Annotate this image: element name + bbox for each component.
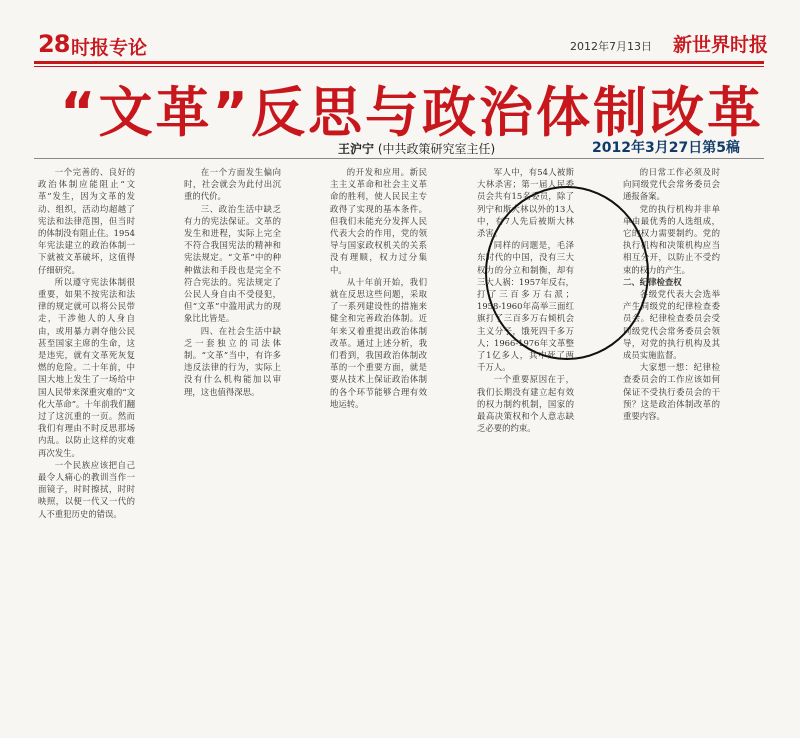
paragraph: 军人中，有54人被斯大林杀害；第一届人民委员会共有15名委员，除了列宁和斯大林以外的13人中，有7人先后被斯大林杀害。 (477, 167, 574, 239)
masthead (0, 0, 800, 70)
paragraph: 一个民族应该把自己最令人痛心的教训当作一面镜子，时时擦拭，时时映照，以便一代又一代的人不重犯历史的错误。 (38, 459, 135, 519)
text-column-4 (477, 166, 574, 734)
section-title: 时报专论 (71, 37, 148, 59)
paragraph: 从十年前开始，我们就在反思这些问题，采取了一系列建设性的措施来健全和完善政治体制。近年来又着重提出政治体制改革。通过上述分析，我们看到，我国政治体制改革的一个重要方面，就是要从技术上保证政治体制的各个环节能够合理有效地运转。 (330, 276, 427, 409)
source-note: 2012年3月27日第5稿 (592, 140, 740, 156)
subheading: 二、纪律检查权 (623, 276, 682, 287)
paragraph: 四、在社会生活中缺乏一套独立的司法体制。“文革”当中，有许多违反法律的行为，实际上没有什么机构能加以审理，这也值得深思。 (184, 325, 281, 397)
paragraph: 的开发和应用。新民主主义革命和社会主义革命的胜利，使人民民主专政得了实现的基本条件。但我们未能充分发挥人民代表大会的作用，党的领导与国家政权机关的关系没有理顺，权力过分集中。 (330, 167, 427, 275)
issue-date: 2012年7月13日 (570, 40, 652, 53)
newspaper-name: 新世界时报 (673, 34, 769, 56)
masthead-rule (34, 61, 764, 64)
paragraph: 所以遵守宪法体制很重要，如果不按宪法和法律的规定就可以将公民带走，干涉他人的人身自由，或用暴力剥夺他公民甚至国家主席的生命，这是违宪，就有文革死灰复燃的危险。二十年前，中国大地上发生了一场给中国人民带来深重灾难的“文化大革命”。十年前我们翻过了这沉重的一页。然而我们有理由不时反思那场内乱。以防止这样的灾难再次发生。 (38, 276, 135, 458)
article-headline: “文革”反思与政治体制改革 (60, 81, 764, 144)
author-name: 王沪宁 (338, 142, 375, 156)
paragraph: 一个重要原因在于，我们长期没有建立起有效的权力制约机制，国家的最高决策权和个人意志缺乏必要的约束。 (477, 374, 574, 434)
paragraph: 在一个方面发生偏向时，社会就会为此付出沉重的代价。 (184, 167, 281, 202)
paragraph: 同样的问题是，毛泽东时代的中国，没有三大权力的分立和制衡，却有三大人祸：1957年反右，打了三百多万右派；1958-1960年高举三面红旗打了三百多万右倾机会主义分子，饿死四千多万人；1966-1976年文革整了1亿多人，其中死了两千万人。 (477, 240, 574, 373)
paragraph: 三、政治生活中缺乏有力的宪法保证。文革的发生和进程，实际上完全不符合我国宪法的精神和宪法规定。“文革”中的种种做法和手段也是完全不符合宪法的。宪法规定了公民人身自由不受侵犯，但“文革”中滥用武力的现象比比皆是。 (184, 203, 281, 324)
paragraph: 各级党代表大会选举产生同级党的纪律检查委员会。纪律检查委员会受同级党代会常务委员会领导，对党的执行机构及其成员实施监督。 (623, 289, 720, 361)
byline (338, 140, 495, 157)
paragraph: 的日常工作必须及时向同级党代会常务委员会通报备案。 (623, 167, 720, 202)
text-column-5 (623, 166, 720, 734)
body-divider (34, 158, 764, 159)
text-column-3 (330, 166, 427, 734)
paragraph: 大家想一想：纪律检查委员会的工作应该如何保证不受执行委员会的干预？这是政治体制改革的重要内容。 (623, 362, 720, 422)
author-affiliation: (中共政策研究室主任) (377, 142, 496, 156)
text-column-2 (184, 166, 281, 734)
masthead-rule-thin (34, 66, 764, 67)
page-number: 28 (38, 30, 70, 58)
text-column-1 (38, 166, 135, 734)
paragraph: 一个完善的、良好的政治体制应能阻止“文革”发生，因为文革的发动、组织，活动均超越了宪法和法律范围，但当时的体制没有阻止住。1954年宪法建立的政治体制一下就被文革破坏，这值得仔细研究。 (38, 167, 135, 275)
paragraph: 党的执行机构并非单单由最优秀的人选组成，它的权力需要制约。党的执行机构和决策机构应当相互分开，以防止不受约束的权力的产生。 (623, 203, 720, 275)
